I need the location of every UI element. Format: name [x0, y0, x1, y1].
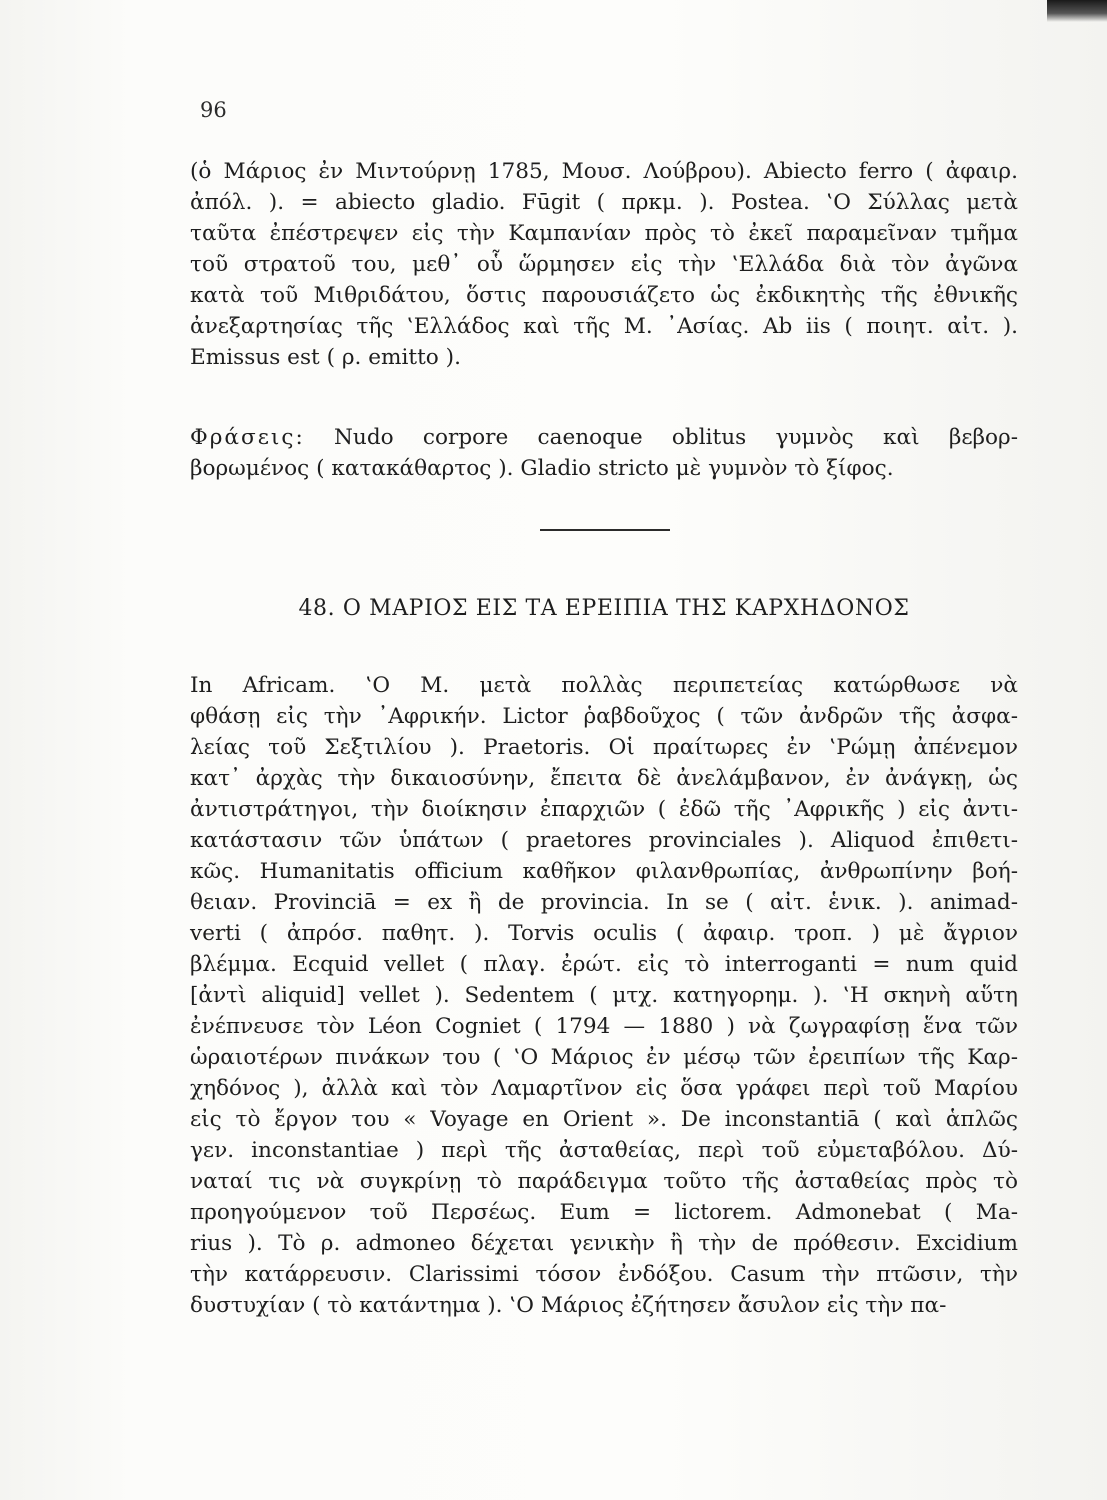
text-line: (ὁ Μάριος ἐν Μιντούρνῃ 1785, Μουσ. Λούβρου). Abiecto ferro ( ἀφαιρ.	[190, 159, 1018, 184]
text-line: ἀπόλ. ). = abiecto gladio. Fūgit ( πρκμ. ). Postea. ‛Ο Σύλλας μετὰ	[190, 190, 1018, 215]
text-line: κατάστασιν τῶν ὑπάτων ( praetores provinciales ). Aliquod ἐπιθετι-	[190, 828, 1018, 853]
text-line: φθάσῃ εἰς τὴν ᾿Αφρικήν. Lictor ῥαβδοῦχος ( τῶν ἀνδρῶν τῆς ἀσφα-	[190, 704, 1018, 729]
text-line: κῶς. Humanitatis officium καθῆκον φιλανθρωπίας, ἀνθρωπίνην βοή-	[190, 859, 1018, 884]
text-line: In Africam. ‛Ο Μ. μετὰ πολλὰς περιπετείας κατώρθωσε νὰ	[190, 673, 1018, 698]
text-line: κατ᾽ ἀρχὰς τὴν δικαιοσύνην, ἔπειτα δὲ ἀνελάμβανον, ἐν ἀνάγκῃ, ὡς	[190, 766, 1018, 791]
text-line: δυστυχίαν ( τὸ κατάντημα ). ‛Ο Μάριος ἐζήτησεν ἄσυλον εἰς τὴν πα-	[190, 1293, 947, 1318]
section-divider	[540, 529, 670, 531]
text-line: προηγούμενον τοῦ Περσέως. Eum = lictorem. Admonebat ( Ma-	[190, 1200, 1018, 1225]
text-line: [ἀντὶ aliquid] vellet ). Sedentem ( μτχ. κατηγορημ. ). ‛Η σκηνὴ αὕτη	[190, 983, 1018, 1008]
text-line	[190, 422, 1018, 453]
phrases-text: Nudo corpore caenoque oblitus γυμνὸς καὶ βεβορ-	[304, 425, 1018, 450]
text-line: τοῦ στρατοῦ του, μεθ᾽ οὗ ὥρμησεν εἰς τὴν ‛Ελλάδα διὰ τὸν ἀγῶνα	[190, 252, 1018, 277]
paragraph-notes-sulla	[190, 156, 1018, 373]
text-line: ἐνέπνευσε τὸν Léon Cogniet ( 1794 — 1880 ) νὰ ζωγραφίσῃ ἕνα τῶν	[190, 1014, 1018, 1039]
text-line: ἀνεξαρτησίας τῆς ‛Ελλάδος καὶ τῆς Μ. ᾿Ασίας. Ab iis ( ποιητ. αἰτ. ).	[190, 314, 1018, 339]
text-line: θειαν. Provinciā = ex ἢ de provincia. In se ( αἰτ. ἑνικ. ). animad-	[190, 890, 1018, 915]
text-line: ὡραιοτέρων πινάκων του ( ‛Ο Μάριος ἐν μέσῳ τῶν ἐρειπίων τῆς Καρ-	[190, 1045, 1018, 1070]
text-line: τὴν κατάρρευσιν. Clarissimi τόσον ἐνδόξου. Casum τὴν πτῶσιν, τὴν	[190, 1262, 1018, 1287]
text-line: verti ( ἀπρόσ. παθητ. ). Torvis oculis ( ἀφαιρ. τροπ. ) μὲ ἄγριον	[190, 921, 1018, 946]
text-line: βορωμένος ( κατακάθαρτος ). Gladio stricto μὲ γυμνὸν τὸ ξίφος.	[190, 456, 894, 481]
text-line: Emissus est ( ρ. emitto ).	[190, 345, 461, 370]
text-line: χηδόνος ), ἀλλὰ καὶ τὸν Λαμαρτῖνον εἰς ὅσα γράφει περὶ τοῦ Μαρίου	[190, 1076, 1018, 1101]
page-number: 96	[200, 98, 227, 122]
text-line: κατὰ τοῦ Μιθριδάτου, ὅστις παρουσιάζετο ὡς ἐκδικητὴς τῆς ἐθνικῆς	[190, 283, 1018, 308]
text-line: rius ). Τὸ ρ. admoneo δέχεται γενικὴν ἢ τὴν de πρόθεσιν. Excidium	[190, 1231, 1018, 1256]
text-line: βλέμμα. Ecquid vellet ( πλαγ. ἐρώτ. εἰς τὸ interroganti = num quid	[190, 952, 1018, 977]
paragraph-phrases	[190, 422, 1018, 484]
text-line: λείας τοῦ Σεξτιλίου ). Praetoris. Οἱ πραίτωρες ἐν ‛Ρώμῃ ἀπένεμον	[190, 735, 1018, 760]
section-heading: 48. Ο ΜΑΡΙΟΣ ΕΙΣ ΤΑ ΕΡΕΙΠΙΑ ΤΗΣ ΚΑΡΧΗΔΟΝΟΣ	[298, 596, 910, 621]
text-line: εἰς τὸ ἔργον του « Voyage en Orient ». De inconstantiā ( καὶ ἁπλῶς	[190, 1107, 1018, 1132]
paragraph-section-48-notes	[190, 670, 1018, 1321]
text-line: ναταί τις νὰ συγκρίνῃ τὸ παράδειγμα τοῦτο τῆς ἀσταθείας πρὸς τὸ	[190, 1169, 1018, 1194]
text-line: ἀντιστράτηγοι, τὴν διοίκησιν ἐπαρχιῶν ( ἐδῶ τῆς ᾿Αφρικῆς ) εἰς ἀντι-	[190, 797, 1018, 822]
text-line: γεν. inconstantiae ) περὶ τῆς ἀσταθείας, περὶ τοῦ εὐμεταβόλου. Δύ-	[190, 1138, 1018, 1163]
phrases-label: Φράσεις:	[190, 425, 305, 450]
scan-edge-mark	[1047, 0, 1107, 22]
text-line: ταῦτα ἐπέστρεψεν εἰς τὴν Καμπανίαν πρὸς τὸ ἐκεῖ παραμεῖναν τμῆμα	[190, 221, 1018, 246]
